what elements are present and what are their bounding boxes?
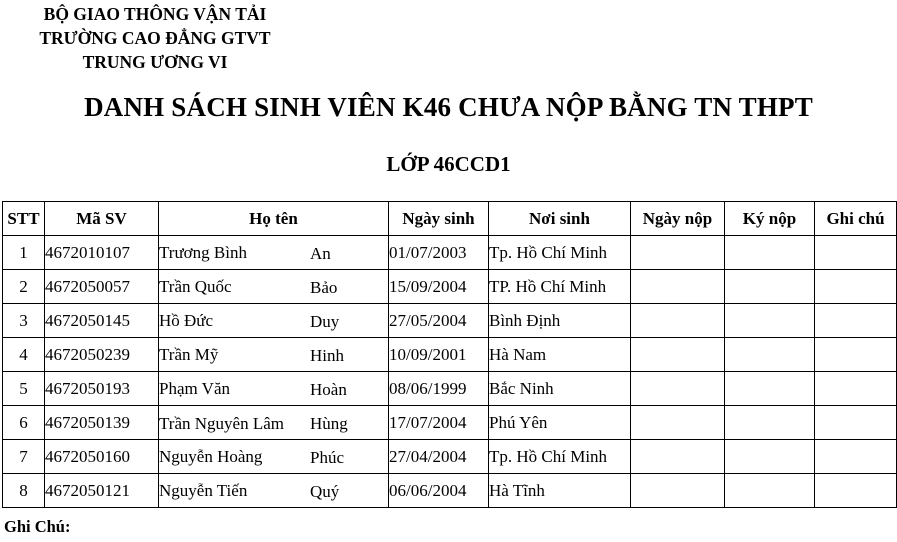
cell-submit-date[interactable] <box>631 440 725 474</box>
column-header-birth-date: Ngày sinh <box>389 202 489 236</box>
cell-birth-place: Tp. Hồ Chí Minh <box>489 236 631 270</box>
table-row <box>3 372 897 406</box>
cell-signature[interactable] <box>725 440 815 474</box>
cell-birth-place: Hà Nam <box>489 338 631 372</box>
cell-submit-date[interactable] <box>631 372 725 406</box>
cell-signature[interactable] <box>725 474 815 508</box>
cell-last-middle-name: Hồ Đức <box>159 310 214 330</box>
cell-last-middle-name: Nguyễn Tiến <box>159 480 248 500</box>
cell-birth-date: 06/06/2004 <box>389 474 489 508</box>
cell-submit-date[interactable] <box>631 406 725 440</box>
cell-birth-date: 10/09/2001 <box>389 338 489 372</box>
cell-first-name: Quý <box>310 482 340 501</box>
cell-stt: 8 <box>3 474 45 508</box>
cell-signature[interactable] <box>725 236 815 270</box>
table-row <box>3 338 897 372</box>
cell-notes[interactable] <box>815 338 897 372</box>
cell-student-id: 4672050239 <box>45 338 159 372</box>
college-name: TRƯỜNG CAO ĐẲNG GTVT <box>39 28 271 48</box>
cell-last-middle-name: Nguyễn Hoàng <box>159 446 263 466</box>
cell-student-id: 4672050139 <box>45 406 159 440</box>
cell-notes[interactable] <box>815 236 897 270</box>
cell-stt: 7 <box>3 440 45 474</box>
cell-notes[interactable] <box>815 270 897 304</box>
cell-student-id: 4672050057 <box>45 270 159 304</box>
cell-stt: 3 <box>3 304 45 338</box>
table-row <box>3 474 897 508</box>
cell-first-name: Hùng <box>310 414 348 433</box>
cell-last-middle-name: Trần Mỹ <box>159 344 219 364</box>
cell-first-name: Phúc <box>310 448 344 467</box>
cell-stt: 6 <box>3 406 45 440</box>
table-row <box>3 270 897 304</box>
cell-stt: 4 <box>3 338 45 372</box>
cell-birth-date: 27/04/2004 <box>389 440 489 474</box>
cell-birth-place: Bình Định <box>489 304 631 338</box>
cell-notes[interactable] <box>815 474 897 508</box>
cell-birth-date: 08/06/1999 <box>389 372 489 406</box>
region-name: TRUNG ƯƠNG VI <box>82 52 228 72</box>
table-row <box>3 304 897 338</box>
cell-last-middle-name: Trần Quốc <box>159 276 232 296</box>
cell-full-name <box>159 270 389 304</box>
cell-notes[interactable] <box>815 440 897 474</box>
cell-full-name <box>159 236 389 270</box>
cell-submit-date[interactable] <box>631 304 725 338</box>
cell-submit-date[interactable] <box>631 474 725 508</box>
cell-stt: 1 <box>3 236 45 270</box>
cell-first-name: Hinh <box>310 346 344 365</box>
cell-student-id: 4672010107 <box>45 236 159 270</box>
class-name: LỚP 46CCD1 <box>386 152 511 176</box>
cell-birth-place: Bắc Ninh <box>489 372 631 406</box>
column-header-submit-date: Ngày nộp <box>631 202 725 236</box>
cell-birth-place: TP. Hồ Chí Minh <box>489 270 631 304</box>
student-table <box>2 201 897 508</box>
cell-birth-place: Tp. Hồ Chí Minh <box>489 440 631 474</box>
document-title: DANH SÁCH SINH VIÊN K46 CHƯA NỘP BẰNG TN THPT <box>84 92 813 122</box>
cell-signature[interactable] <box>725 372 815 406</box>
cell-student-id: 4672050193 <box>45 372 159 406</box>
cell-birth-date: 01/07/2003 <box>389 236 489 270</box>
cell-full-name <box>159 440 389 474</box>
column-header-notes: Ghi chú <box>815 202 897 236</box>
cell-signature[interactable] <box>725 270 815 304</box>
cell-last-middle-name: Phạm Văn <box>159 378 230 398</box>
cell-full-name <box>159 372 389 406</box>
cell-birth-date: 15/09/2004 <box>389 270 489 304</box>
column-header-full-name: Họ tên <box>159 202 389 236</box>
cell-last-middle-name: Trương Bình <box>159 242 247 262</box>
table-row <box>3 406 897 440</box>
cell-notes[interactable] <box>815 372 897 406</box>
cell-birth-place: Hà Tĩnh <box>489 474 631 508</box>
cell-last-middle-name: Trần Nguyên Lâm <box>159 413 284 433</box>
column-header-stt: STT <box>3 202 45 236</box>
cell-student-id: 4672050121 <box>45 474 159 508</box>
table-row <box>3 440 897 474</box>
cell-birth-place: Phú Yên <box>489 406 631 440</box>
cell-birth-date: 17/07/2004 <box>389 406 489 440</box>
cell-stt: 2 <box>3 270 45 304</box>
cell-signature[interactable] <box>725 304 815 338</box>
table-header-row <box>3 202 897 236</box>
cell-notes[interactable] <box>815 304 897 338</box>
cell-submit-date[interactable] <box>631 270 725 304</box>
cell-full-name <box>159 406 389 440</box>
cell-notes[interactable] <box>815 406 897 440</box>
cell-full-name <box>159 474 389 508</box>
cell-first-name: Hoàn <box>310 380 347 399</box>
organization-header <box>10 2 300 74</box>
cell-birth-date: 27/05/2004 <box>389 304 489 338</box>
column-header-student-id: Mã SV <box>45 202 159 236</box>
cell-submit-date[interactable] <box>631 338 725 372</box>
cell-submit-date[interactable] <box>631 236 725 270</box>
cell-stt: 5 <box>3 372 45 406</box>
cell-signature[interactable] <box>725 406 815 440</box>
cell-signature[interactable] <box>725 338 815 372</box>
cell-first-name: Bảo <box>310 278 338 297</box>
cell-student-id: 4672050160 <box>45 440 159 474</box>
notes-label: Ghi Chú: <box>4 517 71 536</box>
cell-full-name <box>159 338 389 372</box>
column-header-signature: Ký nộp <box>725 202 815 236</box>
cell-full-name <box>159 304 389 338</box>
ministry-name: BỘ GIAO THÔNG VẬN TẢI <box>43 4 267 24</box>
cell-student-id: 4672050145 <box>45 304 159 338</box>
column-header-birth-place: Nơi sinh <box>489 202 631 236</box>
cell-first-name: An <box>310 244 331 263</box>
cell-first-name: Duy <box>310 312 340 331</box>
table-row <box>3 236 897 270</box>
